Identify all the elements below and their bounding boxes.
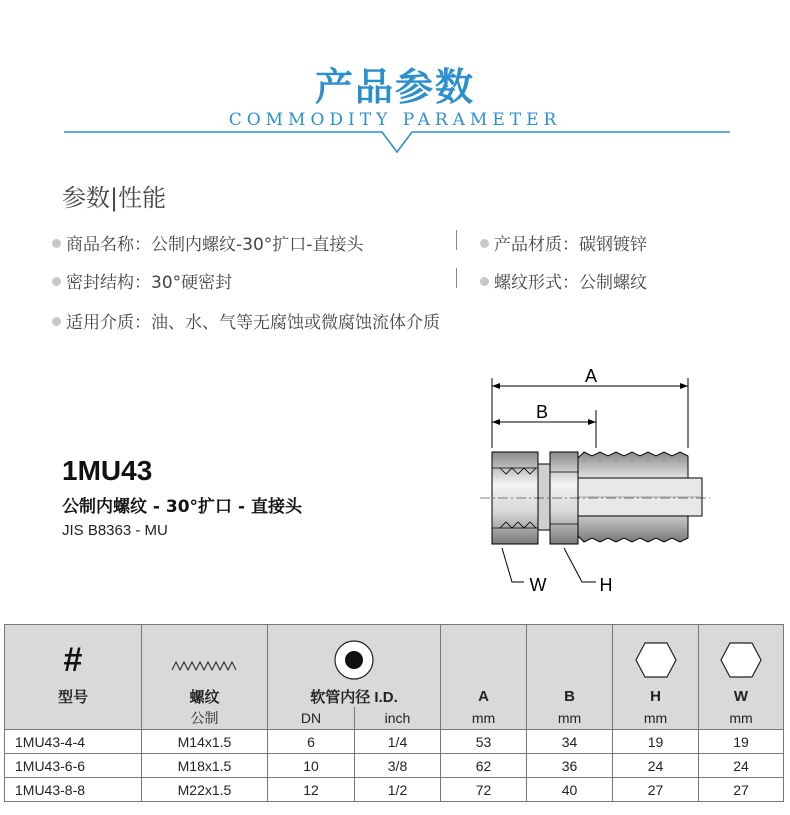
cell-h: 19 bbox=[613, 730, 699, 754]
number-sign-icon: # bbox=[63, 641, 83, 679]
table-header-labels bbox=[5, 685, 784, 707]
thread-icon bbox=[170, 642, 240, 682]
table-row bbox=[5, 730, 784, 754]
cell-inch: 3/8 bbox=[355, 754, 441, 778]
table-header-units bbox=[5, 707, 784, 730]
product-model: 1MU43 bbox=[62, 455, 153, 486]
cell-thread: M14x1.5 bbox=[142, 730, 268, 754]
table-row bbox=[5, 754, 784, 778]
bullet-icon bbox=[52, 239, 61, 248]
cell-inch: 1/4 bbox=[355, 730, 441, 754]
property-product-name bbox=[52, 230, 363, 255]
header-cell bbox=[527, 625, 613, 686]
cell-dn: 6 bbox=[268, 730, 355, 754]
unit-b: mm bbox=[527, 707, 613, 730]
unit-inch: inch bbox=[355, 707, 441, 730]
cell-h: 24 bbox=[613, 754, 699, 778]
table-row bbox=[5, 778, 784, 802]
header-cell bbox=[699, 625, 784, 686]
bullet-icon bbox=[480, 277, 489, 286]
cell-a: 53 bbox=[441, 730, 527, 754]
header-h: H bbox=[613, 685, 699, 707]
cell-thread: M22x1.5 bbox=[142, 778, 268, 802]
property-text: 产品材质：碳钢镀锌 bbox=[494, 235, 647, 255]
dimension-w-label: W bbox=[529, 575, 547, 595]
unit-h: mm bbox=[613, 707, 699, 730]
header-cell bbox=[268, 625, 441, 686]
header-cell bbox=[613, 625, 699, 686]
header-cell bbox=[142, 625, 268, 686]
property-material bbox=[480, 230, 647, 255]
unit-w: mm bbox=[699, 707, 784, 730]
cell-model: 1MU43-6-6 bbox=[5, 754, 142, 778]
section-title: 参数|性能 bbox=[62, 184, 167, 212]
cell-b: 40 bbox=[527, 778, 613, 802]
header-hose-id: 软管内径 I.D. bbox=[268, 685, 441, 707]
unit-dn: DN bbox=[268, 707, 355, 730]
cell-thread: M18x1.5 bbox=[142, 754, 268, 778]
bullet-icon bbox=[52, 317, 61, 326]
property-text: 商品名称：公制内螺纹-30°扩口-直接头 bbox=[66, 235, 364, 255]
page-subtitle: COMMODITY PARAMETER bbox=[228, 110, 562, 130]
unit-thread: 公制 bbox=[142, 707, 268, 730]
header-model: 型号 bbox=[5, 685, 142, 707]
cell-w: 19 bbox=[699, 730, 784, 754]
cell-h: 27 bbox=[613, 778, 699, 802]
cell-b: 34 bbox=[527, 730, 613, 754]
cell-a: 72 bbox=[441, 778, 527, 802]
product-description: 公制内螺纹 - 30°扩口 - 直接头 bbox=[62, 497, 302, 517]
property-thread bbox=[480, 268, 647, 293]
fitting-drawing bbox=[480, 360, 720, 600]
property-divider bbox=[456, 268, 457, 288]
cell-model: 1MU43-8-8 bbox=[5, 778, 142, 802]
property-text: 密封结构：30°硬密封 bbox=[66, 273, 233, 293]
bullet-icon bbox=[480, 239, 489, 248]
cell-dn: 10 bbox=[268, 754, 355, 778]
property-text: 适用介质：油、水、气等无腐蚀或微腐蚀流体介质 bbox=[66, 313, 440, 333]
cell-b: 36 bbox=[527, 754, 613, 778]
header-cell bbox=[441, 625, 527, 686]
hose-section-icon bbox=[332, 636, 376, 682]
cell-dn: 12 bbox=[268, 778, 355, 802]
spec-table bbox=[4, 624, 784, 802]
cell-w: 27 bbox=[699, 778, 784, 802]
dimension-h-label: H bbox=[599, 575, 613, 595]
table-header-icons bbox=[5, 625, 784, 686]
title-divider bbox=[64, 130, 730, 158]
cell-model: 1MU43-4-4 bbox=[5, 730, 142, 754]
property-seal bbox=[52, 268, 232, 293]
dimension-b-label: B bbox=[535, 402, 549, 422]
unit-cell bbox=[5, 707, 142, 730]
dimension-a-label: A bbox=[584, 366, 598, 386]
page-title: 产品参数 bbox=[314, 65, 475, 109]
property-divider bbox=[456, 230, 457, 250]
unit-a: mm bbox=[441, 707, 527, 730]
product-standard: JIS B8363 - MU bbox=[62, 522, 168, 539]
hexagon-icon bbox=[634, 636, 678, 682]
header-w: W bbox=[699, 685, 784, 707]
hexagon-icon bbox=[719, 636, 763, 682]
property-text: 螺纹形式：公制螺纹 bbox=[494, 273, 647, 293]
header-a: A bbox=[441, 685, 527, 707]
cell-a: 62 bbox=[441, 754, 527, 778]
header-thread: 螺纹 bbox=[142, 685, 268, 707]
header-cell bbox=[5, 625, 142, 686]
header-b: B bbox=[527, 685, 613, 707]
cell-inch: 1/2 bbox=[355, 778, 441, 802]
bullet-icon bbox=[52, 277, 61, 286]
property-media bbox=[52, 308, 440, 333]
cell-w: 24 bbox=[699, 754, 784, 778]
